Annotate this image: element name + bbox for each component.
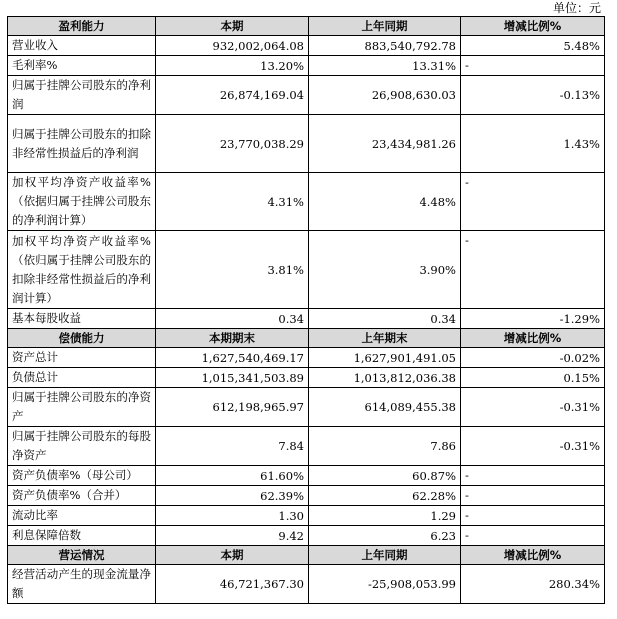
change-value: -0.13% [461,76,605,115]
row-label: 资产负债率%（母公司） [8,466,156,486]
previous-value: 13.31% [309,56,461,76]
change-value: - [461,486,605,506]
column-header: 增减比例% [461,546,605,565]
table-row [8,76,605,115]
section-header-row [8,546,605,565]
current-value: 1,627,540,469.17 [156,348,309,368]
current-value: 1.30 [156,506,309,526]
column-header: 上年同期 [309,17,461,36]
unit-label: 单位：元 [552,1,601,15]
row-label: 毛利率% [8,56,156,76]
change-value: - [461,526,605,546]
column-header: 本期 [156,546,309,565]
table-row [8,173,605,231]
row-label: 经营活动产生的现金流量净额 [8,565,156,604]
column-header: 偿债能力 [8,329,156,348]
row-label: 归属于挂牌公司股东的净资产 [8,388,156,427]
current-value: 1,015,341,503.89 [156,368,309,388]
column-header: 上年期末 [309,329,461,348]
change-value: -0.31% [461,427,605,466]
current-value: 26,874,169.04 [156,76,309,115]
current-value: 9.42 [156,526,309,546]
row-label: 资产总计 [8,348,156,368]
previous-value: 1.29 [309,506,461,526]
column-header: 盈利能力 [8,17,156,36]
previous-value: 883,540,792.78 [309,36,461,56]
current-value: 612,198,965.97 [156,388,309,427]
previous-value: -25,908,053.99 [309,565,461,604]
row-label: 基本每股收益 [8,309,156,329]
change-value: - [461,56,605,76]
change-value: 1.43% [461,115,605,173]
previous-value: 23,434,981.26 [309,115,461,173]
table-row [8,115,605,173]
previous-value: 6.23 [309,526,461,546]
table-row [8,486,605,506]
current-value: 7.84 [156,427,309,466]
column-header: 营运情况 [8,546,156,565]
table-row [8,565,605,604]
change-value: 0.15% [461,368,605,388]
table-row [8,36,605,56]
row-label: 资产负债率%（合并） [8,486,156,506]
row-label: 加权平均净资产收益率%（依据归属于挂牌公司股东的净利润计算） [8,173,156,231]
table-row [8,526,605,546]
row-label: 流动比率 [8,506,156,526]
table-row [8,388,605,427]
current-value: 0.34 [156,309,309,329]
current-value: 61.60% [156,466,309,486]
change-value: - [461,506,605,526]
previous-value: 0.34 [309,309,461,329]
current-value: 23,770,038.29 [156,115,309,173]
row-label: 归属于挂牌公司股东的扣除非经常性损益后的净利润 [8,115,156,173]
row-label: 归属于挂牌公司股东的净利润 [8,76,156,115]
table-row [8,56,605,76]
row-label: 加权平均净资产收益率%（依归属于挂牌公司股东的扣除非经常性损益后的净利润计算） [8,231,156,309]
column-header: 本期期末 [156,329,309,348]
row-label: 归属于挂牌公司股东的每股净资产 [8,427,156,466]
column-header: 增减比例% [461,17,605,36]
section-header-row [8,17,605,36]
change-value: - [461,466,605,486]
table-row [8,506,605,526]
current-value: 46,721,367.30 [156,565,309,604]
previous-value: 26,908,630.03 [309,76,461,115]
current-value: 3.81% [156,231,309,309]
column-header: 上年同期 [309,546,461,565]
change-value: -0.02% [461,348,605,368]
row-label: 负债总计 [8,368,156,388]
previous-value: 1,627,901,491.05 [309,348,461,368]
financial-indicators-table [7,16,605,604]
previous-value: 1,013,812,036.38 [309,368,461,388]
previous-value: 614,089,455.38 [309,388,461,427]
table-row [8,427,605,466]
current-value: 932,002,064.08 [156,36,309,56]
change-value: - [461,173,605,231]
previous-value: 3.90% [309,231,461,309]
change-value: -0.31% [461,388,605,427]
previous-value: 4.48% [309,173,461,231]
change-value: 280.34% [461,565,605,604]
table-row [8,231,605,309]
table-row [8,368,605,388]
row-label: 营业收入 [8,36,156,56]
previous-value: 62.28% [309,486,461,506]
previous-value: 7.86 [309,427,461,466]
column-header: 本期 [156,17,309,36]
previous-value: 60.87% [309,466,461,486]
current-value: 62.39% [156,486,309,506]
change-value: - [461,231,605,309]
current-value: 4.31% [156,173,309,231]
column-header: 增减比例% [461,329,605,348]
section-header-row [8,329,605,348]
current-value: 13.20% [156,56,309,76]
table-row [8,309,605,329]
table-row [8,466,605,486]
table-row [8,348,605,368]
change-value: 5.48% [461,36,605,56]
row-label: 利息保障倍数 [8,526,156,546]
change-value: -1.29% [461,309,605,329]
